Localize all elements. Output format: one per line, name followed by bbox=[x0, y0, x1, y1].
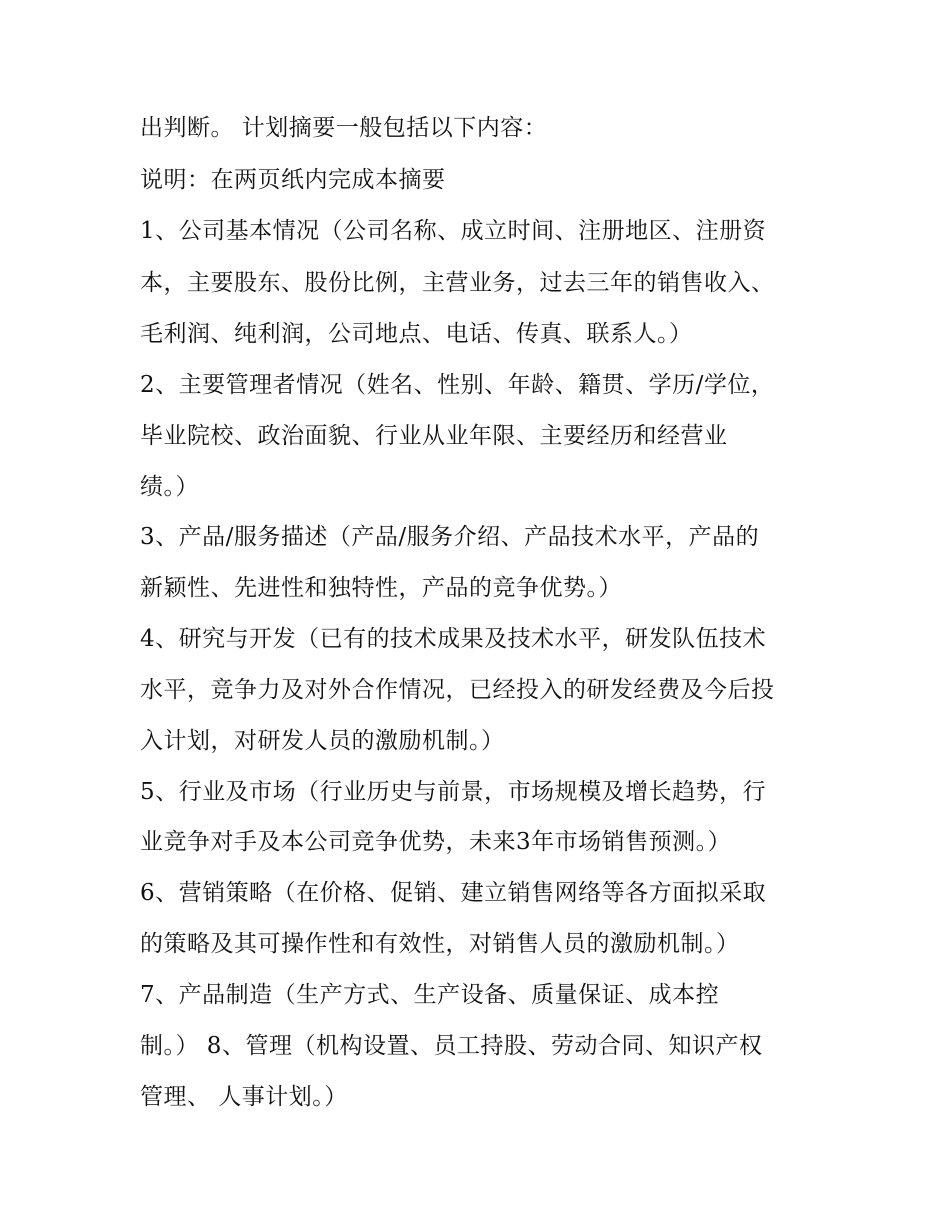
text-line-item4: 4、研究与开发（已有的技术成果及技术水平，研发队伍技术 bbox=[140, 626, 767, 652]
text-line-item8: 管理、 人事计划。） bbox=[140, 1084, 348, 1110]
text-line-item1: 毛利润、纯利润，公司地点、电话、传真、联系人。） bbox=[140, 321, 693, 347]
text-line-item1: 本，主要股东、股份比例，主营业务，过去三年的销售收入、 bbox=[140, 270, 775, 296]
text-line-item4: 水平，竞争力及对外合作情况，已经投入的研发经费及今后投 bbox=[140, 677, 775, 703]
text-line-item5: 业竞争对手及本公司竞争优势，未来3年市场销售预测。） bbox=[140, 829, 732, 855]
text-line-item1: 1、公司基本情况（公司名称、成立时间、注册地区、注册资 bbox=[140, 218, 767, 244]
text-line-item6: 6、营销策略（在价格、促销、建立销售网络等各方面拟采取 bbox=[140, 880, 767, 906]
text-line-item7-8: 制。） 8、管理（机构设置、员工持股、劳动合同、知识产权 bbox=[140, 1033, 763, 1059]
text-line-note: 说明：在两页纸内完成本摘要 bbox=[140, 167, 446, 193]
text-line-item6: 的策略及其可操作性和有效性，对销售人员的激励机制。） bbox=[140, 931, 740, 957]
text-line-item2: 2、主要管理者情况（姓名、性别、年龄、籍贯、学历/学位， bbox=[140, 372, 775, 398]
text-line-intro: 出判断。 计划摘要一般包括以下内容： bbox=[140, 115, 548, 141]
text-line-item5: 5、行业及市场（行业历史与前景，市场规模及增长趋势，行 bbox=[140, 779, 767, 805]
text-line-item3: 3、产品/服务描述（产品/服务介绍、产品技术水平，产品的 bbox=[140, 524, 760, 550]
text-line-item3: 新颖性、先进性和独特性，产品的竞争优势。） bbox=[140, 575, 622, 601]
text-line-item2: 绩。） bbox=[140, 474, 199, 500]
text-line-item2: 毕业院校、政治面貌、行业从业年限、主要经历和经营业 bbox=[140, 423, 728, 449]
text-line-item7: 7、产品制造（生产方式、生产设备、质量保证、成本控 bbox=[140, 982, 720, 1008]
text-line-item4: 入计划，对研发人员的激励机制。） bbox=[140, 728, 505, 754]
